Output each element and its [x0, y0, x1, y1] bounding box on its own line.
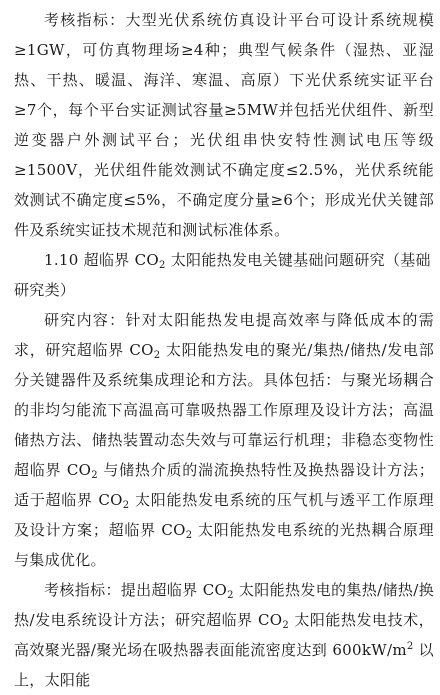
section-heading-1-10	[14, 245, 434, 305]
text-run: 研究内容：针对太阳能热发电提高效率与降低成本的需求，研究超临界 CO	[14, 311, 434, 359]
subscript: 2	[153, 350, 161, 361]
paragraph-assessment-targets-1	[14, 5, 434, 245]
paragraph-research-content	[14, 305, 434, 575]
text-run: 考核指标：大型光伏系统仿真设计平台可设计系统规模≥1GW，可仿真物理场≥4种；典型气候条件（湿热、亚湿热、干热、暖温、海洋、寒温、高原）下光伏系统实证平台≥7个，每个平台实证测试容量≥5MW并包括光伏组件、新型逆变器户外测试平台；光伏组串快安特性测试电压等级≥1500V，光伏组件能效测试不确定度≤2.5%，光伏系统能效测试不确定度≤5%，不确定度分量≥6个；形成光伏关键部件及系统实证技术规范和测试标准体系。	[14, 11, 434, 239]
subscript: 2	[227, 590, 234, 601]
text-run: 太阳能热发电的聚光/集热/储热/发电部分关键器件及系统集成理论和方法。具体包括：与聚光场耦合的非均匀能流下高温高可靠吸热器工作原理及设计方法；高温储热方法、储热装置动态失效与可靠运行机理；非稳态变物性超临界 CO	[14, 341, 434, 479]
text-run: 太阳能热发电关键基础问题研究（基础研究类）	[14, 251, 431, 299]
subscript: 2	[282, 620, 290, 631]
text-run: 1.10 超临界 CO	[44, 251, 160, 269]
subscript: 2	[159, 260, 166, 271]
text-run: 太阳能热发电技术，高效聚光器/聚光场在吸热器表面能流密度达到 600kW/m	[14, 611, 434, 659]
text-run: 以上，太阳能	[14, 641, 434, 689]
subscript: 2	[122, 500, 130, 511]
text-run: 太阳能热发电系统的光热耦合原理与集成优化。	[14, 521, 434, 569]
text-run: 太阳能热发电系统的压气机与透平工作原理及设计方案；超临界 CO	[14, 491, 434, 539]
text-run: 与储热介质的湍流换热特性及换热器设计方法；适于超临界 CO	[14, 461, 434, 509]
text-run: 太阳能热发电的集热/储热/换热/发电系统设计方法；研究超临界 CO	[14, 581, 434, 629]
superscript: 2	[406, 641, 414, 652]
subscript: 2	[91, 470, 98, 481]
text-run: 考核指标：提出超临界 CO	[44, 581, 228, 599]
paragraph-assessment-targets-2	[14, 575, 434, 695]
subscript: 2	[185, 530, 193, 541]
